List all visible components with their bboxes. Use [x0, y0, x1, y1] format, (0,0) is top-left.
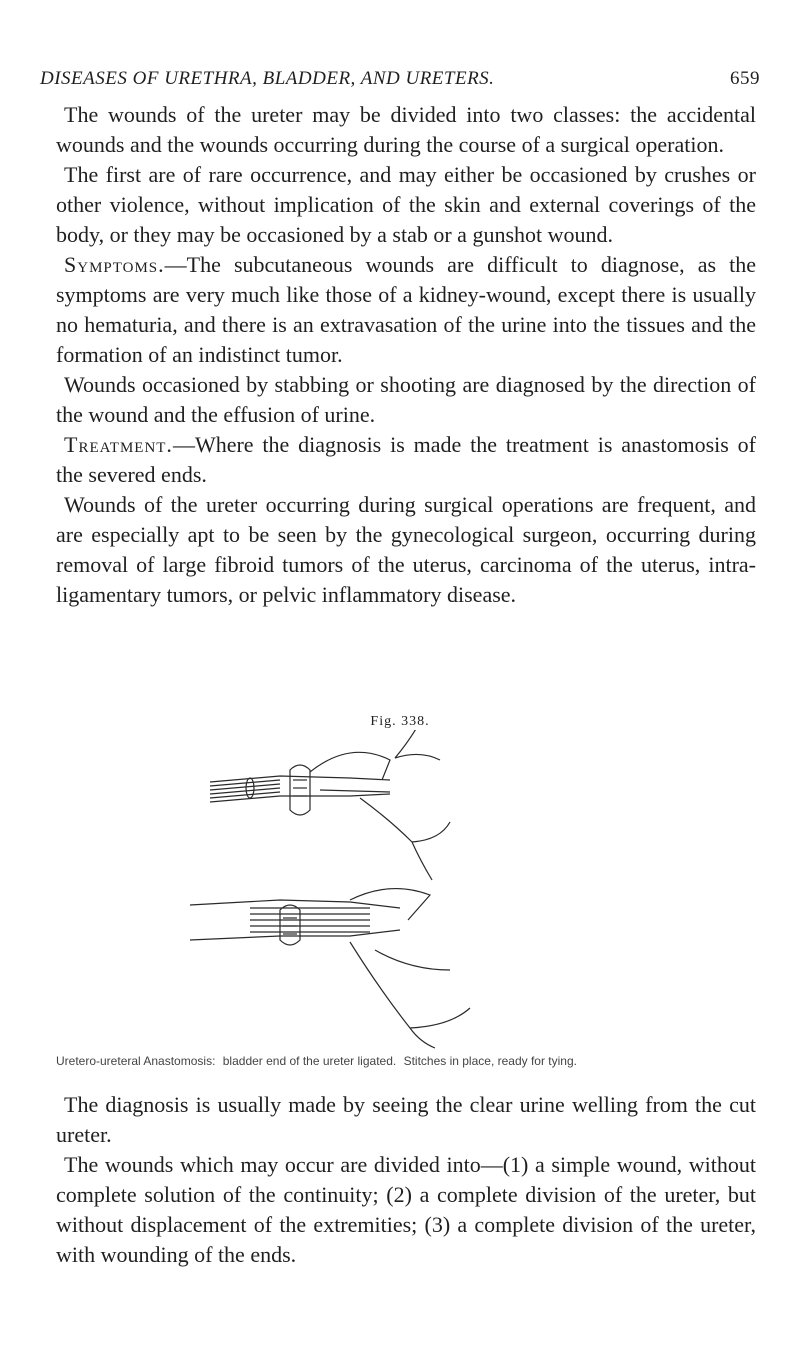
- running-title: DISEASES OF URETHRA, BLADDER, AND URETERS.: [40, 68, 495, 89]
- paragraph-stab-wounds: Wounds occasioned by stabbing or shooting are diagnosed by the direction of the wound and the effusion of urine.: [56, 372, 756, 427]
- caption-part-one: bladder end of the ureter ligated.: [222, 1054, 397, 1068]
- caption-title: Uretero-ureteral Anastomosis:: [56, 1054, 216, 1068]
- paragraph-symptoms: Symptoms.—The subcutaneous wounds are difficult to diagnose, as the symptoms are very much like those of a kidney-wound, except there is usually no hematuria, and there is an extravasation of the urine into the tissues and the formation of an indistinct tumor.: [56, 252, 756, 367]
- figure-anastomosis-illustration: [150, 730, 550, 1050]
- page-number: 659: [730, 68, 760, 89]
- paragraph-diagnosis: The diagnosis is usually made by seeing the clear urine welling from the cut ureter.: [56, 1092, 756, 1147]
- treatment-heading: Treatment.: [64, 432, 173, 457]
- body-text-top: [56, 100, 756, 610]
- caption-part-two: Stitches in place, ready for tying.: [403, 1054, 577, 1068]
- paragraph-wound-types: The wounds which may occur are divided into—(1) a simple wound, without complete solution of the continuity; (2) a complete division of the ureter, but without displacement of the extremities; (3) a complete division of the ureter, with wounding of the ends.: [56, 1152, 756, 1267]
- symptoms-heading: Symptoms.: [64, 252, 165, 277]
- body-text-bottom: [56, 1090, 756, 1270]
- figure-label: Fig. 338.: [370, 714, 430, 729]
- paragraph-accidental-wounds: The first are of rare occurrence, and may either be occasioned by crushes or other violence, without implication of the skin and external coverings of the body, or they may be occasioned by a stab or a gunshot wound.: [56, 162, 756, 247]
- paragraph-ureter-wound-classes: The wounds of the ureter may be divided into two classes: the accidental wounds and the wounds occurring during the course of a surgical operation.: [56, 102, 756, 157]
- upper-ureter-drawing: [210, 730, 450, 880]
- lower-ureter-drawing: [190, 889, 470, 1048]
- running-head: [40, 68, 760, 96]
- figure-caption: [56, 1054, 756, 1068]
- paragraph-surgical-wounds: Wounds of the ureter occurring during surgical operations are frequent, and are especially apt to be seen by the gynecological surgeon, occurring during removal of large fibroid tumors of the uterus, carcinoma of the uterus, intra-ligamentary tumors, or pelvic inflammatory disease.: [56, 492, 756, 607]
- paragraph-treatment: Treatment.—Where the diagnosis is made the treatment is anastomosis of the severed ends.: [56, 432, 756, 487]
